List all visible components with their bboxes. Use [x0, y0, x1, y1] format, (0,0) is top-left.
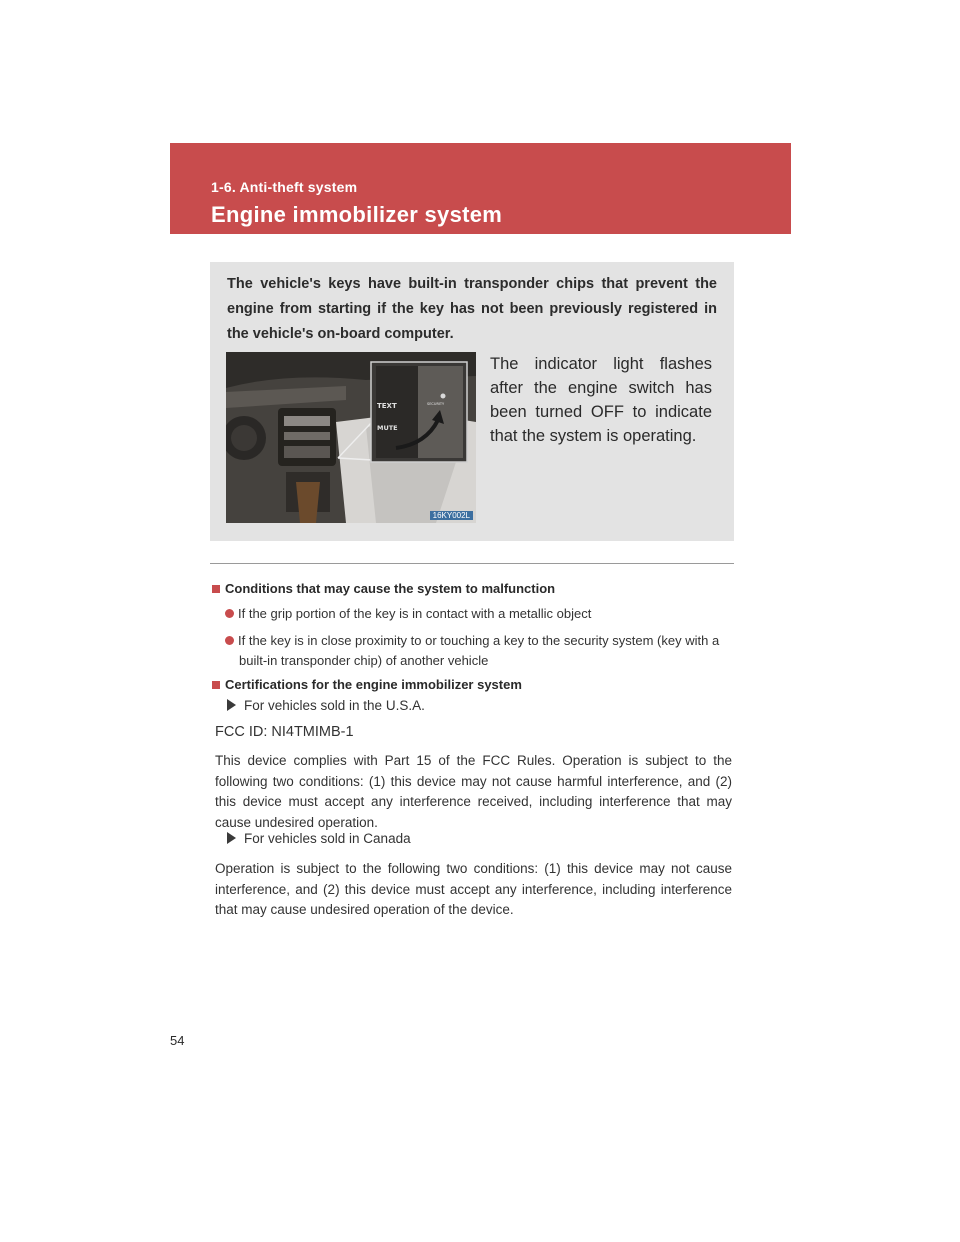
malfunction-heading: Conditions that may cause the system to malfunction [212, 581, 555, 596]
malfunction-item: If the key is in close proximity to or touching a key to the security system (key with a built-in transponder chip) of another vehicle [225, 631, 732, 671]
usa-label: For vehicles sold in the U.S.A. [227, 698, 425, 713]
triangle-pointer-icon [227, 832, 236, 844]
section-header [170, 143, 791, 234]
triangle-pointer-icon [227, 699, 236, 711]
figure-code: 16KY002L [430, 511, 473, 520]
page-number: 54 [170, 1033, 185, 1048]
dashboard-illustration [226, 352, 476, 523]
malfunction-item: If the grip portion of the key is in contact with a metallic object [225, 604, 732, 624]
usa-text: This device complies with Part 15 of the FCC Rules. Operation is subject to the following two conditions: (1) this device may not cause harmful interference, and (2) this device must accept any interference received, including interference that may cause undesired operation. [215, 753, 732, 830]
certifications-heading: Certifications for the engine immobilizer system [212, 677, 522, 692]
section-label: 1-6. Anti-theft system [211, 179, 358, 195]
intro-text: The vehicle's keys have built-in transponder chips that prevent the engine from starting if the key has not been previously registered in the vehicle's on-board computer. [227, 276, 717, 342]
text-button-label: TEXT [377, 402, 397, 410]
divider [210, 563, 734, 564]
page-title: Engine immobilizer system [211, 202, 503, 227]
intro-box [210, 262, 734, 541]
square-bullet-icon [212, 681, 220, 689]
mute-button-label: MUTE [377, 424, 398, 432]
canada-text: Operation is subject to the following two conditions: (1) this device may not cause interference, and (2) this device must accept any interference, including interference that may cause undesired operation of the device. [215, 861, 732, 917]
circle-bullet-icon [225, 636, 234, 645]
circle-bullet-icon [225, 609, 234, 618]
canada-label: For vehicles sold in Canada [227, 831, 411, 846]
figure-caption: The indicator light flashes after the engine switch has been turned OFF to indicate that the system is operating. [490, 355, 712, 445]
dashboard-figure [226, 352, 476, 523]
security-indicator-label: SECURITY [427, 402, 445, 406]
fcc-id: FCC ID: NI4TMIMB-1 [215, 724, 354, 740]
square-bullet-icon [212, 585, 220, 593]
